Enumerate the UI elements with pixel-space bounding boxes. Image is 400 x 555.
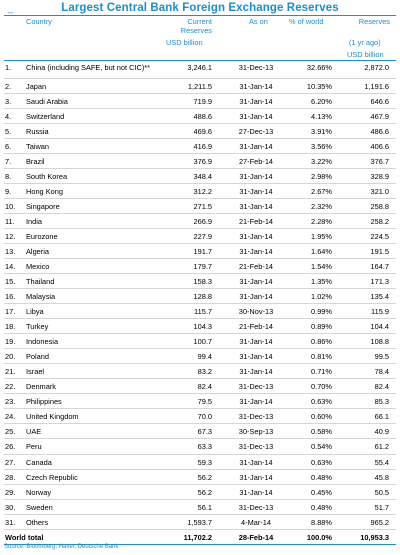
row-index: 7. [5,157,12,167]
row-pct-world: 3.22% [311,157,332,167]
row-reserves-year-ago: 164.7 [370,262,389,272]
row-as-on: 27-Dec-13 [238,127,274,137]
row-divider [4,363,396,364]
row-as-on: 4-Mar-14 [241,517,271,527]
row-current-reserves: 104.3 [193,322,212,332]
row-index: 14. [5,262,16,272]
row-reserves-year-ago: 406.6 [370,142,389,152]
row-as-on: 31-Dec-13 [238,412,274,422]
row-as-on: 31-Jan-14 [239,292,273,302]
row-divider [4,393,396,394]
row-current-reserves: 128.8 [193,292,212,302]
row-divider [4,138,396,139]
row-pct-world: 0.81% [311,352,332,362]
row-country: Canada [26,457,52,467]
row-reserves-year-ago: 646.6 [370,97,389,107]
row-index: 23. [5,397,16,407]
row-country: Thailand [26,277,55,287]
row-index: 28. [5,472,16,482]
row-reserves-year-ago: 51.7 [374,502,389,512]
row-index: 22. [5,382,16,392]
header-divider [4,60,396,61]
row-reserves-year-ago: 66.1 [374,412,389,422]
row-index: 31. [5,517,16,527]
row-pct-world: 2.67% [311,187,332,197]
row-as-on: 31-Jan-14 [239,187,273,197]
row-as-on: 30-Nov-13 [238,307,274,317]
row-reserves-year-ago: 2,872.0 [364,63,389,72]
row-reserves-year-ago: 104.4 [370,322,389,332]
row-divider [4,123,396,124]
row-pct-world: 0.89% [311,322,332,332]
row-as-on: 31-Jan-14 [239,142,273,152]
row-as-on: 27-Feb-14 [238,157,274,167]
row-divider [4,469,396,470]
row-as-on: 31-Jan-14 [239,487,273,497]
row-divider [4,438,396,439]
total-pct-world: 100.0% [306,532,332,542]
row-divider [4,303,396,304]
header-as-on: As on [249,17,268,26]
row-country: Philippines [26,397,62,407]
header-reserves: Reserves [358,17,390,26]
row-as-on: 31-Dec-13 [238,442,274,452]
row-country: Hong Kong [26,187,63,197]
row-as-on: 31-Jan-14 [239,367,273,377]
table-header [0,17,400,59]
row-pct-world: 1.02% [311,292,332,302]
row-divider [4,213,396,214]
row-divider [4,484,396,485]
row-current-reserves: 70.0 [197,412,212,422]
row-index: 26. [5,442,16,452]
row-as-on: 31-Jan-14 [239,472,273,482]
row-divider [4,318,396,319]
row-divider [4,243,396,244]
row-current-reserves: 1,211.5 [187,82,212,91]
row-reserves-year-ago: 40.9 [374,427,389,437]
row-pct-world: 0.54% [311,442,332,452]
row-as-on: 31-Jan-14 [239,172,273,182]
total-label: World total [5,532,44,542]
row-current-reserves: 191.7 [193,247,212,257]
row-divider [4,514,396,515]
header-reserves-unit: USD billion [347,50,384,59]
row-index: 27. [5,457,16,467]
row-reserves-year-ago: 45.8 [374,472,389,482]
row-reserves-year-ago: 328.9 [370,172,389,182]
row-pct-world: 1.35% [311,277,332,287]
row-divider [4,423,396,424]
row-as-on: 30-Sep-13 [238,427,274,437]
row-country: Mexico [26,262,50,272]
header-pct-world: % of world [289,17,324,26]
row-pct-world: 0.99% [311,307,332,317]
row-current-reserves: 100.7 [193,337,212,347]
row-divider [4,93,396,94]
row-country: Poland [26,352,50,362]
row-as-on: 31-Jan-14 [239,337,273,347]
row-reserves-year-ago: 61.2 [374,442,389,452]
row-pct-world: 3.56% [311,142,332,152]
row-reserves-year-ago: 50.5 [374,487,389,497]
row-as-on: 21-Feb-14 [238,322,274,332]
row-index: 3. [5,97,12,107]
total-reserves-year-ago: 10,953.3 [360,532,389,542]
row-as-on: 31-Jan-14 [239,232,273,242]
row-country: Singapore [26,202,60,212]
row-pct-world: 0.45% [311,487,332,497]
page-title: Largest Central Bank Foreign Exchange Reserves [61,2,339,14]
row-as-on: 31-Jan-14 [239,397,273,407]
row-pct-world: 3.91% [311,127,332,137]
row-pct-world: 0.60% [311,412,332,422]
header-current-unit: USD billion [166,38,203,47]
row-reserves-year-ago: 258.8 [370,202,389,212]
row-current-reserves: 59.3 [197,457,212,467]
row-index: 13. [5,247,16,257]
row-index: 19. [5,337,16,347]
row-country: Indonesia [26,337,59,347]
row-current-reserves: 488.6 [193,112,212,122]
row-pct-world: 0.48% [311,472,332,482]
row-pct-world: 8.88% [311,517,332,527]
row-current-reserves: 179.7 [193,262,212,272]
row-reserves-year-ago: 171.3 [370,277,389,287]
row-country: Libya [26,307,44,317]
row-pct-world: 0.58% [311,427,332,437]
row-as-on: 31-Jan-14 [239,277,273,287]
row-country: Taiwan [26,142,50,152]
row-pct-world: 4.13% [311,112,332,122]
row-pct-world: 0.71% [311,367,332,377]
row-country: China (including SAFE, but not CIC)** [26,63,151,72]
row-current-reserves: 416.9 [193,142,212,152]
row-reserves-year-ago: 467.9 [370,112,389,122]
row-pct-world: 2.98% [311,172,332,182]
row-current-reserves: 56.1 [197,502,212,512]
row-current-reserves: 312.2 [193,187,212,197]
row-divider [4,499,396,500]
row-index: 18. [5,322,16,332]
row-current-reserves: 271.5 [193,202,212,212]
row-as-on: 31-Jan-14 [239,97,273,107]
row-country: Brazil [26,157,45,167]
row-reserves-year-ago: 1,191.6 [364,82,389,91]
total-current-reserves: 11,702.2 [183,532,212,542]
row-pct-world: 1.64% [311,247,332,257]
row-current-reserves: 227.9 [193,232,212,242]
row-as-on: 21-Feb-14 [238,217,274,227]
row-index: 16. [5,292,16,302]
row-reserves-year-ago: 135.4 [370,292,389,302]
row-country: Japan [26,82,47,91]
row-country: UAE [26,427,42,437]
row-country: Russia [26,127,49,137]
row-pct-world: 0.86% [311,337,332,347]
row-divider [4,454,396,455]
row-reserves-year-ago: 108.8 [370,337,389,347]
row-country: Saudi Arabia [26,97,68,107]
row-pct-world: 2.32% [311,202,332,212]
title-divider [4,15,396,16]
header-reserves-note: (1 yr ago) [349,38,381,47]
row-divider [4,333,396,334]
row-as-on: 31-Jan-14 [239,457,273,467]
row-index: 10. [5,202,16,212]
row-as-on: 31-Jan-14 [239,247,273,257]
row-reserves-year-ago: 191.5 [370,247,389,257]
row-reserves-year-ago: 965.2 [370,517,389,527]
row-index: 29. [5,487,16,497]
row-current-reserves: 56.2 [197,487,212,497]
row-index: 12. [5,232,16,242]
row-country: Czech Republic [26,472,78,482]
row-current-reserves: 1,593.7 [187,517,212,527]
row-reserves-year-ago: 258.2 [370,217,389,227]
row-country: United Kingdom [26,412,79,422]
row-pct-world: 6.20% [311,97,332,107]
row-index: 21. [5,367,16,377]
row-reserves-year-ago: 82.4 [374,382,389,392]
row-current-reserves: 719.9 [193,97,212,107]
row-current-reserves: 99.4 [197,352,212,362]
row-country: Switzerland [26,112,65,122]
row-reserves-year-ago: 78.4 [374,367,389,377]
row-divider [4,198,396,199]
row-current-reserves: 83.2 [197,367,212,377]
header-country: Country [26,17,52,26]
row-index: 4. [5,112,12,122]
row-index: 24. [5,412,16,422]
row-current-reserves: 348.4 [193,172,212,182]
row-country: Peru [26,442,42,452]
row-index: 5. [5,127,12,137]
row-reserves-year-ago: 224.5 [370,232,389,242]
row-as-on: 31-Jan-14 [239,82,273,91]
row-reserves-year-ago: 99.5 [374,352,389,362]
row-as-on: 31-Dec-13 [238,502,274,512]
row-pct-world: 10.35% [306,82,332,91]
row-current-reserves: 56.2 [197,472,212,482]
row-country: Algeria [26,247,50,257]
row-country: Eurozone [26,232,58,242]
row-pct-world: 0.63% [311,397,332,407]
row-as-on: 31-Jan-14 [239,352,273,362]
row-current-reserves: 63.3 [197,442,212,452]
row-reserves-year-ago: 55.4 [374,457,389,467]
title-mark: _ [8,3,14,13]
row-pct-world: 0.48% [311,502,332,512]
row-current-reserves: 158.3 [193,277,212,287]
row-reserves-year-ago: 85.3 [374,397,389,407]
row-divider [4,288,396,289]
row-divider [4,258,396,259]
row-index: 25. [5,427,16,437]
row-divider [4,529,396,530]
row-divider [4,378,396,379]
row-reserves-year-ago: 486.6 [370,127,389,137]
row-country: Denmark [26,382,56,392]
row-divider [4,273,396,274]
row-divider [4,168,396,169]
row-country: Others [26,517,49,527]
row-pct-world: 0.70% [311,382,332,392]
row-pct-world: 1.95% [311,232,332,242]
row-as-on: 21-Feb-14 [238,262,274,272]
row-current-reserves: 3,246.1 [187,63,212,72]
row-country: India [26,217,43,227]
row-as-on: 31-Dec-13 [238,63,274,72]
row-reserves-year-ago: 321.0 [370,187,389,197]
row-index: 30. [5,502,16,512]
row-as-on: 31-Dec-13 [238,382,274,392]
row-reserves-year-ago: 115.9 [371,307,389,317]
row-country: South Korea [26,172,68,182]
row-current-reserves: 82.4 [197,382,212,392]
source-note: Source: Bloomberg, Haver, Deutsche Bank [4,544,119,550]
row-current-reserves: 376.9 [193,157,212,167]
row-divider [4,183,396,184]
row-current-reserves: 469.6 [193,127,212,137]
row-current-reserves: 67.3 [197,427,212,437]
row-current-reserves: 266.9 [193,217,212,227]
row-country: Sweden [26,502,53,512]
row-index: 9. [5,187,12,197]
header-current-reserves: Current Reserves [180,17,212,35]
row-index: 1. [5,63,12,72]
row-as-on: 31-Jan-14 [239,112,273,122]
row-index: 17. [5,307,16,317]
row-divider [4,108,396,109]
row-divider [4,78,396,79]
row-current-reserves: 79.5 [197,397,212,407]
row-divider [4,228,396,229]
row-country: Israel [26,367,45,377]
row-reserves-year-ago: 376.7 [370,157,389,167]
row-index: 8. [5,172,12,182]
row-index: 6. [5,142,12,152]
row-current-reserves: 115.7 [194,307,212,317]
row-pct-world: 0.63% [311,457,332,467]
row-as-on: 31-Jan-14 [239,202,273,212]
row-country: Malaysia [26,292,56,302]
row-country: Turkey [26,322,49,332]
row-pct-world: 32.66% [306,63,332,72]
total-as-on: 28-Feb-14 [238,532,274,542]
row-pct-world: 2.28% [311,217,332,227]
row-divider [4,408,396,409]
row-divider [4,348,396,349]
row-index: 20. [5,352,16,362]
row-pct-world: 1.54% [311,262,332,272]
row-index: 15. [5,277,16,287]
row-country: Norway [26,487,52,497]
row-index: 2. [5,82,12,91]
row-divider [4,153,396,154]
row-index: 11. [5,217,15,227]
